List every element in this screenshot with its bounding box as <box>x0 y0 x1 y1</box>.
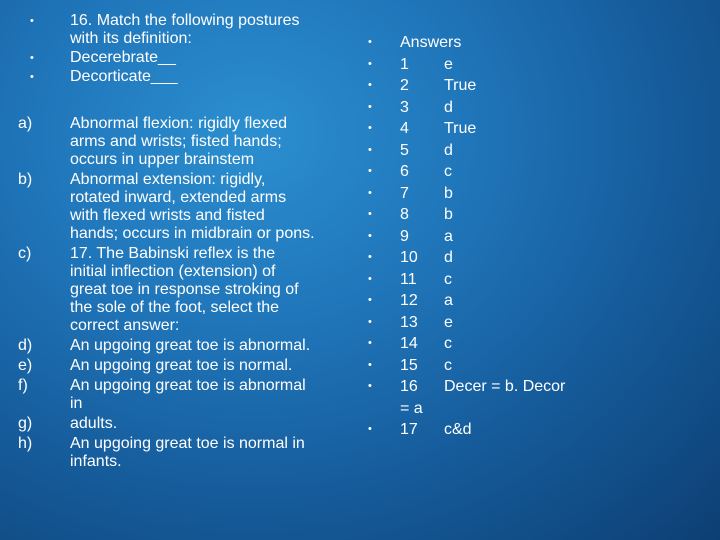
answer-row <box>360 419 710 441</box>
list-letter: g) <box>18 415 33 432</box>
answer-row <box>360 312 710 334</box>
list-line: rotated inward, extended arms <box>70 189 287 206</box>
bullet-dot-icon: • <box>368 36 372 48</box>
list-item <box>18 115 348 169</box>
answer-row <box>360 269 710 291</box>
list-item <box>18 415 348 433</box>
answer-row <box>360 355 710 377</box>
answer-continuation-row <box>360 398 710 420</box>
list-line: in <box>70 395 83 412</box>
bullet-dot-icon: • <box>368 315 372 328</box>
list-line: An upgoing great toe is normal in <box>70 435 305 452</box>
list-line: arms and wrists; fisted hands; <box>70 133 282 150</box>
bullet-dot-icon: • <box>368 79 372 91</box>
answers-column <box>360 32 710 441</box>
answer-row <box>360 290 710 312</box>
answer-value: a <box>444 292 453 309</box>
list-letter: f) <box>18 377 28 394</box>
answer-value: True <box>444 120 477 137</box>
answer-row <box>360 376 710 398</box>
list-line: correct answer: <box>70 317 180 334</box>
answer-row <box>360 54 710 76</box>
list-line: the sole of the foot, select the <box>70 299 280 316</box>
answer-number: 2 <box>400 77 409 94</box>
list-line: An upgoing great toe is normal. <box>70 357 293 374</box>
answer-number: 1 <box>400 55 409 73</box>
answers-heading-row <box>360 32 710 54</box>
answer-number: 9 <box>400 227 409 245</box>
answer-value: d <box>444 249 453 266</box>
bullet-item <box>30 12 350 48</box>
answer-value: b <box>444 184 453 202</box>
list-letter: c) <box>18 245 32 262</box>
answer-value: a <box>444 227 453 245</box>
answer-value: c <box>444 163 452 180</box>
list-line: great toe in response stroking of <box>70 281 299 298</box>
answer-row <box>360 183 710 205</box>
list-item <box>18 245 348 335</box>
answer-value: b <box>444 206 453 223</box>
answer-row <box>360 247 710 269</box>
answer-number: 16 <box>400 378 418 395</box>
list-item <box>18 337 348 355</box>
answer-value: c&d <box>444 421 472 438</box>
answer-value: d <box>444 141 453 159</box>
answer-number: 12 <box>400 292 418 309</box>
answer-row <box>360 75 710 97</box>
bullet-dot-icon: • <box>368 229 372 242</box>
answer-row <box>360 204 710 226</box>
list-line: adults. <box>70 415 118 432</box>
answer-row <box>360 118 710 140</box>
answer-value: c <box>444 335 452 352</box>
question-16-bullets <box>30 12 350 86</box>
answer-row <box>360 226 710 248</box>
list-line: infants. <box>70 453 122 470</box>
answer-number: 14 <box>400 335 418 352</box>
answer-number: 3 <box>400 98 409 116</box>
answer-number: 6 <box>400 163 409 180</box>
answer-row <box>360 97 710 119</box>
list-line: Abnormal flexion: rigidly flexed <box>70 115 287 132</box>
bullet-dot-icon: • <box>30 52 34 64</box>
bullet-dot-icon: • <box>368 143 372 156</box>
bullet-dot-icon: • <box>368 337 372 349</box>
list-line: occurs in upper brainstem <box>70 151 255 168</box>
bullet-dot-icon: • <box>368 272 372 285</box>
bullet-dot-icon: • <box>368 294 372 306</box>
bullet-line: Decerebrate__ <box>70 49 176 66</box>
answer-value: Decer = b. Decor <box>444 378 566 395</box>
list-item <box>18 435 348 471</box>
bullet-item <box>30 68 350 86</box>
list-line: Abnormal extension: rigidly, <box>70 171 266 188</box>
bullet-item <box>30 49 350 67</box>
lettered-list <box>18 115 348 471</box>
list-item <box>18 357 348 375</box>
bullet-line: 16. Match the following postures <box>70 12 300 29</box>
answer-value: c <box>444 356 452 374</box>
answer-row <box>360 333 710 355</box>
answer-number: 13 <box>400 313 418 331</box>
answer-number: 15 <box>400 356 418 374</box>
answer-row <box>360 161 710 183</box>
answers-heading: Answers <box>400 34 462 51</box>
answer-number: 7 <box>400 184 409 202</box>
left-column <box>0 0 350 540</box>
answer-value: c <box>444 270 452 288</box>
list-letter: h) <box>18 435 33 452</box>
bullet-dot-icon: • <box>368 380 372 392</box>
list-line: hands; occurs in midbrain or pons. <box>70 225 315 242</box>
bullet-dot-icon: • <box>368 165 372 177</box>
list-line: An upgoing great toe is abnormal <box>70 377 306 394</box>
answer-value: d <box>444 98 453 116</box>
answer-number: 8 <box>400 206 409 223</box>
answer-number: 4 <box>400 120 409 137</box>
answer-value: e <box>444 313 453 331</box>
list-line: An upgoing great toe is abnormal. <box>70 337 311 354</box>
bullet-line: with its definition: <box>70 30 192 47</box>
bullet-dot-icon: • <box>368 358 372 371</box>
answer-value: True <box>444 77 477 94</box>
answer-number: 11 <box>400 270 417 288</box>
answer-number: 10 <box>400 249 418 266</box>
bullet-line: Decorticate___ <box>70 68 178 85</box>
list-item <box>18 171 348 243</box>
bullet-dot-icon: • <box>368 186 372 199</box>
bullet-dot-icon: • <box>30 15 34 27</box>
bullet-dot-icon: • <box>30 71 34 83</box>
list-line: with flexed wrists and fisted <box>70 207 265 224</box>
list-letter: d) <box>18 337 33 354</box>
bullet-dot-icon: • <box>368 208 372 220</box>
list-letter: e) <box>18 357 33 374</box>
list-line: 17. The Babinski reflex is the <box>70 245 276 262</box>
answer-row <box>360 140 710 162</box>
list-letter: a) <box>18 115 33 132</box>
bullet-dot-icon: • <box>368 122 372 134</box>
bullet-dot-icon: • <box>368 423 372 435</box>
bullet-dot-icon: • <box>368 251 372 263</box>
list-item <box>18 377 348 413</box>
list-letter: b) <box>18 171 33 188</box>
list-line: initial inflection (extension) of <box>70 263 276 280</box>
bullet-dot-icon: • <box>368 100 372 113</box>
answer-continuation: = a <box>400 399 423 417</box>
answer-number: 5 <box>400 141 409 159</box>
answer-number: 17 <box>400 421 418 438</box>
bullet-dot-icon: • <box>368 57 372 70</box>
answer-value: e <box>444 55 453 73</box>
